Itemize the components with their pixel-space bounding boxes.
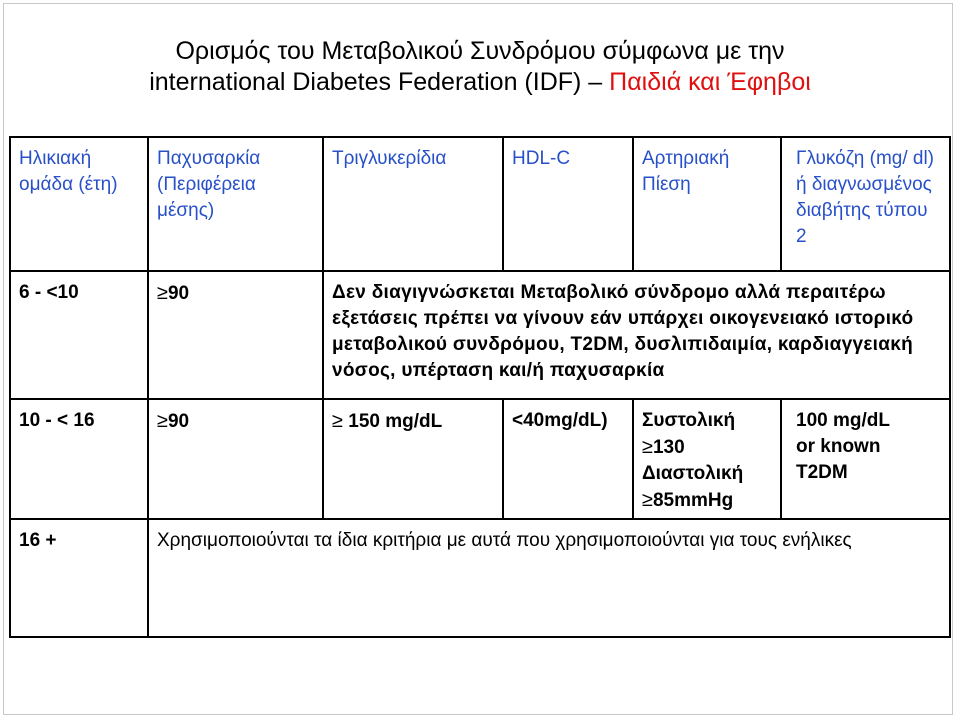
glucose-line-2: or known [796, 436, 881, 457]
ge-symbol: ≥ [332, 410, 343, 432]
glucose-line-3: T2DM [796, 462, 848, 483]
diastolic-threshold [642, 487, 772, 514]
systolic-label: Συστολική [642, 410, 736, 431]
waist-value: 90 [167, 283, 190, 304]
cell-blood-pressure [633, 399, 781, 519]
title-line-2-black: international Diabetes Federation (IDF) – [149, 68, 610, 96]
waist-value: 90 [167, 411, 190, 432]
cell-glucose [781, 399, 950, 519]
diastolic-label: Διαστολική [642, 463, 744, 484]
criteria-table [9, 136, 951, 638]
cell-note-6-10: Δεν διαγιγνώσκεται Μεταβολικό σύνδρομο αλλά περαιτέρω εξετάσεις πρέπει να γίνουν εάν υπάρχει οικογενειακό ιστορικό μεταβολικού συνδρόμου, T2DM, δυσλιπιδαιμία, καρδιαγγειακή νόσος, υπέρταση και/ή παχυσαρκία [323, 271, 950, 399]
ge-symbol: ≥ [157, 410, 168, 432]
cell-waist-10-16 [148, 399, 323, 519]
cell-age-16-plus: 16 + [10, 519, 148, 637]
slide-title [0, 36, 960, 98]
header-glucose: Γλυκόζη (mg/ dl) ή διαγνωσμένος διαβήτης τύπου 2 [781, 137, 950, 271]
triglycerides-value: 150 mg/dL [342, 411, 443, 432]
cell-triglycerides [323, 399, 503, 519]
cell-note-16-plus: Χρησιμοποιούνται τα ίδια κριτήρια με αυτά που χρησιμοποιούνται για τους ενήλικες [148, 519, 950, 637]
header-waist: Παχυσαρκία (Περιφέρεια μέσης) [148, 137, 323, 271]
table-row-6-10 [10, 271, 950, 399]
systolic-threshold [642, 434, 772, 461]
glucose-line-1: 100 mg/dL [796, 410, 890, 431]
table-row-16-plus [10, 519, 950, 637]
header-age-group: Ηλικιακή ομάδα (έτη) [10, 137, 148, 271]
header-triglycerides: Τριγλυκερίδια [323, 137, 503, 271]
systolic-value: 130 [652, 437, 685, 458]
table-row-10-16 [10, 399, 950, 519]
ge-symbol: ≥ [157, 282, 168, 304]
header-hdl: HDL-C [503, 137, 633, 271]
title-line-1: Ορισμός του Μεταβολικού Συνδρόμου σύμφωνα με την [175, 37, 785, 65]
ge-symbol: ≥ [642, 436, 653, 458]
cell-age-10-16: 10 - < 16 [10, 399, 148, 519]
title-line-2-red: Παιδιά και Έφηβοι [609, 68, 811, 96]
title-line-2 [0, 67, 960, 98]
header-blood-pressure: Αρτηριακή Πίεση [633, 137, 781, 271]
cell-waist-6-10 [148, 271, 323, 399]
header-row [10, 137, 950, 271]
cell-age-6-10: 6 - <10 [10, 271, 148, 399]
diastolic-value: 85mmHg [652, 490, 734, 511]
ge-symbol: ≥ [642, 489, 653, 511]
cell-hdl: <40mg/dL) [503, 399, 633, 519]
